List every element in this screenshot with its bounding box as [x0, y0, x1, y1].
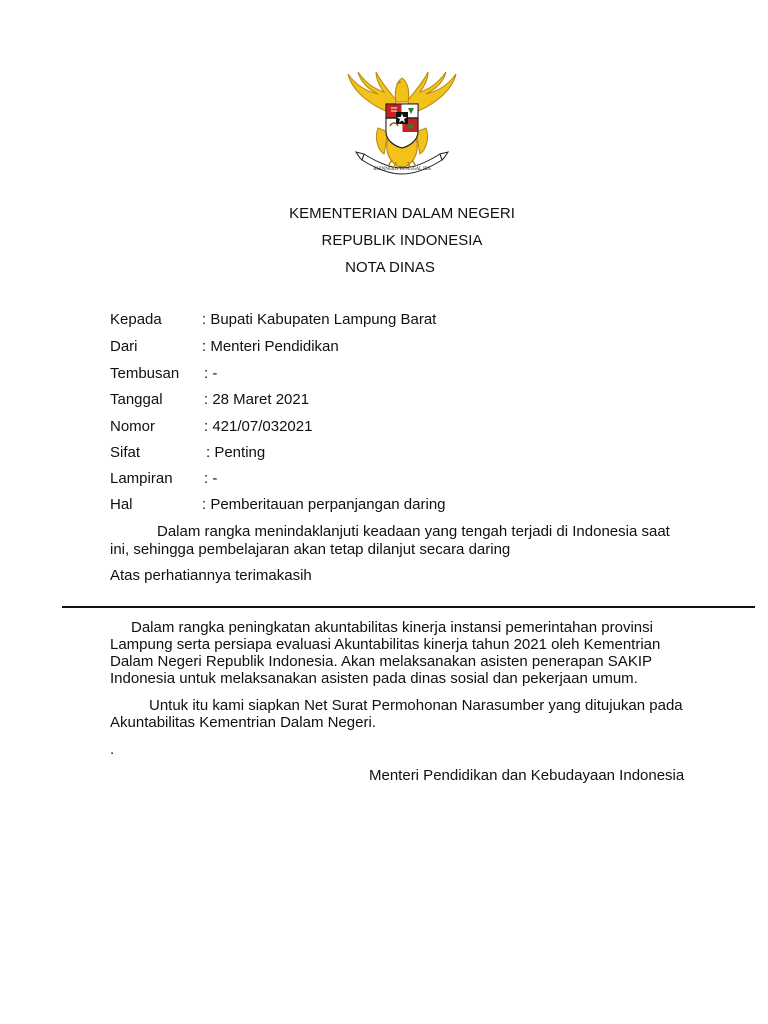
field-value: : Pemberitauan perpanjangan daring: [202, 496, 446, 513]
field-label: Dari: [110, 338, 138, 355]
field-label: Tembusan: [110, 365, 180, 382]
field-value: : -: [204, 470, 218, 487]
body-paragraph-line-1: Dalam rangka menindaklanjuti keadaan yang tengah terjadi di Indonesia saat: [157, 523, 670, 540]
ministry-name: KEMENTERIAN DALAM NEGERI: [289, 205, 515, 222]
lower-paragraph-line-3: Dalam Negeri Republik Indonesia. Akan melaksanakan asisten penerapan SAKIP: [110, 653, 652, 670]
lower-paragraph-line-2: Lampung serta persiapa evaluasi Akuntabilitas kinerja tahun 2021 oleh Kementrian: [110, 636, 661, 653]
field-value: : -: [204, 365, 218, 382]
signature-line: Menteri Pendidikan dan Kebudayaan Indonesia: [369, 767, 685, 784]
field-label: Sifat: [110, 444, 141, 461]
closing-line: Atas perhatiannya terimakasih: [110, 567, 312, 584]
field-value: : 421/07/032021: [204, 418, 313, 435]
svg-text:BHINNEKA TUNGGAL IKA: BHINNEKA TUNGGAL IKA: [373, 166, 431, 171]
body-paragraph-line-2: ini, sehingga pembelajaran akan tetap dilanjut secara daring: [110, 541, 511, 558]
lower-paragraph2-line-1: Untuk itu kami siapkan Net Surat Permohonan Narasumber yang ditujukan pada: [149, 697, 683, 714]
field-value: : 28 Maret 2021: [204, 391, 310, 408]
field-value: : Bupati Kabupaten Lampung Barat: [202, 311, 437, 328]
field-label: Tanggal: [110, 391, 163, 408]
stray-dot: .: [110, 741, 115, 758]
lower-paragraph-line-1: Dalam rangka peningkatan akuntabilitas kinerja instansi pemerintahan provinsi: [131, 619, 653, 636]
field-label: Lampiran: [110, 470, 173, 487]
country-name: REPUBLIK INDONESIA: [321, 232, 483, 249]
document-type-title: NOTA DINAS: [345, 259, 435, 276]
field-label: Hal: [110, 496, 133, 513]
field-value: : Menteri Pendidikan: [202, 338, 339, 355]
lower-paragraph2-line-2: Akuntabilitas Kementrian Dalam Negeri.: [110, 714, 376, 731]
field-label: Nomor: [110, 418, 156, 435]
lower-paragraph-line-4: Indonesia untuk melaksanakan asisten pada dinas sosial dan pekerjaan umum.: [110, 670, 638, 687]
field-label: Kepada: [110, 311, 162, 328]
field-value: : Penting: [206, 444, 266, 461]
garuda-pancasila-emblem-icon: [344, 68, 460, 180]
horizontal-divider: [62, 606, 755, 608]
